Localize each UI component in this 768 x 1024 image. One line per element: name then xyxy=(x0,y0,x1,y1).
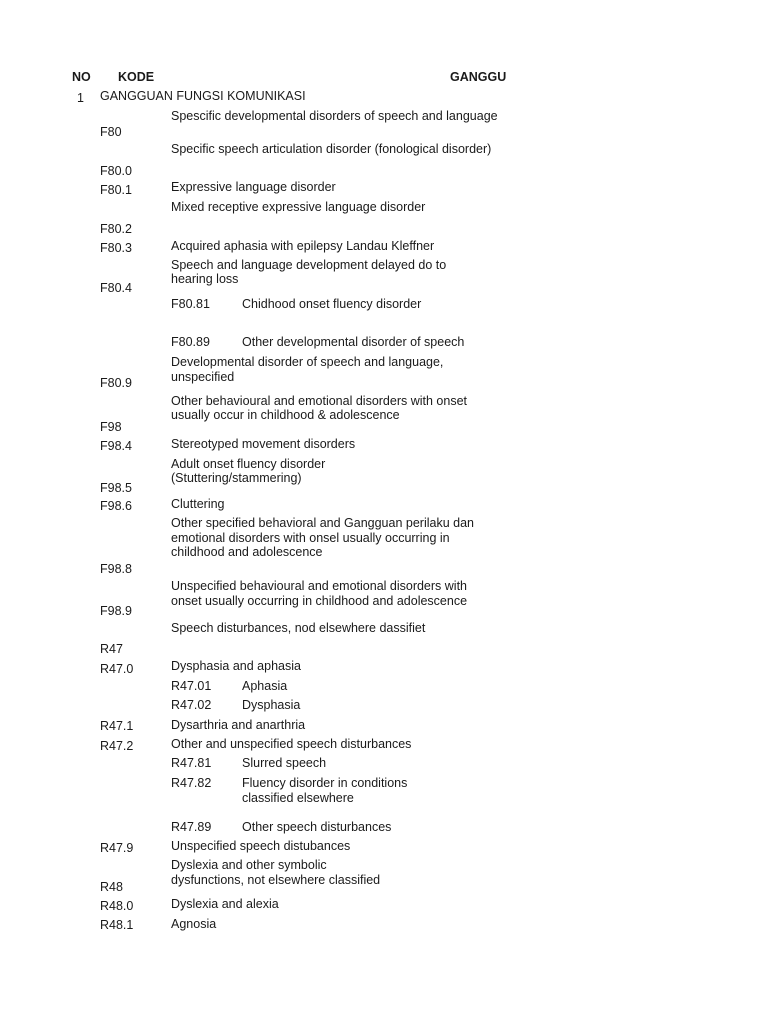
desc-f80-4-line2: hearing loss xyxy=(171,272,239,286)
code-f98-6: F98.6 xyxy=(100,499,132,513)
desc-f80-4-line1: Speech and language development delayed do to xyxy=(171,258,447,272)
code-f80-4: F80.4 xyxy=(100,281,132,295)
subcode-f80-89: F80.89 xyxy=(171,335,210,349)
desc-r48-line2: dysfunctions, not elsewhere classified xyxy=(171,873,381,887)
column-header-kode: KODE xyxy=(118,70,155,84)
desc-f80-0: Specific speech articulation disorder (fonological disorder) xyxy=(171,142,492,156)
desc-f80-1: Expressive language disorder xyxy=(171,180,336,194)
code-r47-1: R47.1 xyxy=(100,719,134,733)
desc-r47-89: Other speech disturbances xyxy=(242,820,392,834)
code-f98-9: F98.9 xyxy=(100,604,132,618)
subcode-r47-81: R47.81 xyxy=(171,756,212,770)
desc-f80-2: Mixed receptive expressive language disorder xyxy=(171,200,426,214)
code-r48-0: R48.0 xyxy=(100,899,134,913)
desc-r47: Speech disturbances, nod elsewhere dassifiet xyxy=(171,621,426,635)
desc-r47-82-line2: classified elsewhere xyxy=(242,791,354,805)
desc-f98-5-line2: (Stuttering/stammering) xyxy=(171,471,302,485)
section-title: GANGGUAN FUNGSI KOMUNIKASI xyxy=(100,89,306,103)
desc-r47-0: Dysphasia and aphasia xyxy=(171,659,301,673)
desc-r47-82-line1: Fluency disorder in conditions xyxy=(242,776,408,790)
desc-f98-8-line3: childhood and adolescence xyxy=(171,545,323,559)
subcode-r47-02: R47.02 xyxy=(171,698,212,712)
desc-f98-line2: usually occur in childhood & adolescence xyxy=(171,408,400,422)
desc-f98-5-line1: Adult onset fluency disorder xyxy=(171,457,326,471)
desc-r48-1: Agnosia xyxy=(171,917,217,931)
desc-f80-89-line1: Other developmental disorder of speech xyxy=(242,335,465,349)
desc-f80: Spescific developmental disorders of speech and language xyxy=(171,109,498,123)
code-r47-2: R47.2 xyxy=(100,739,134,753)
desc-f80-9-line2: unspecified xyxy=(171,370,235,384)
desc-r48-0: Dyslexia and alexia xyxy=(171,897,279,911)
code-r47: R47 xyxy=(100,642,123,656)
desc-f98-4: Stereotyped movement disorders xyxy=(171,437,356,451)
code-r47-0: R47.0 xyxy=(100,662,134,676)
code-f80: F80 xyxy=(100,125,122,139)
subcode-r47-89: R47.89 xyxy=(171,820,212,834)
desc-f80-9-line1: Developmental disorder of speech and language, xyxy=(171,355,444,369)
code-f80-3: F80.3 xyxy=(100,241,132,255)
subcode-f80-81: F80.81 xyxy=(171,297,210,311)
subcode-r47-01: R47.01 xyxy=(171,679,212,693)
desc-f98-8-line1: Other specified behavioral and Gangguan perilaku dan xyxy=(171,516,474,530)
column-header-no: NO xyxy=(72,70,91,84)
desc-f98-8-line2: emotional disorders with onsel usually occurring in xyxy=(171,531,450,545)
code-r47-9: R47.9 xyxy=(100,841,134,855)
desc-f98-6: Cluttering xyxy=(171,497,225,511)
subcode-r47-82: R47.82 xyxy=(171,776,212,790)
code-f98-5: F98.5 xyxy=(100,481,132,495)
desc-f98-line1: Other behavioural and emotional disorders with onset xyxy=(171,394,468,408)
desc-r47-01: Aphasia xyxy=(242,679,288,693)
code-f80-0: F80.0 xyxy=(100,164,132,178)
desc-r47-02: Dysphasia xyxy=(242,698,301,712)
desc-f80-81: Chidhood onset fluency disorder xyxy=(242,297,422,311)
column-header-gangguan: GANGGU xyxy=(450,70,507,84)
desc-f80-3: Acquired aphasia with epilepsy Landau Kleffner xyxy=(171,239,435,253)
code-f80-9: F80.9 xyxy=(100,376,132,390)
desc-f98-9-line2: onset usually occurring in childhood and adolescence xyxy=(171,594,468,608)
code-f98-8: F98.8 xyxy=(100,562,132,576)
desc-r48-line1: Dyslexia and other symbolic xyxy=(171,858,327,872)
desc-r47-1: Dysarthria and anarthria xyxy=(171,718,306,732)
code-f98-4: F98.4 xyxy=(100,439,132,453)
desc-r47-9: Unspecified speech distubances xyxy=(171,839,351,853)
code-f98: F98 xyxy=(100,420,122,434)
code-f80-1: F80.1 xyxy=(100,183,132,197)
desc-r47-2: Other and unspecified speech disturbances xyxy=(171,737,412,751)
section-number: 1 xyxy=(77,91,84,105)
desc-f98-9-line1: Unspecified behavioural and emotional disorders with xyxy=(171,579,468,593)
code-r48: R48 xyxy=(100,880,123,894)
code-f80-2: F80.2 xyxy=(100,222,132,236)
desc-r47-81: Slurred speech xyxy=(242,756,327,770)
code-r48-1: R48.1 xyxy=(100,918,134,932)
